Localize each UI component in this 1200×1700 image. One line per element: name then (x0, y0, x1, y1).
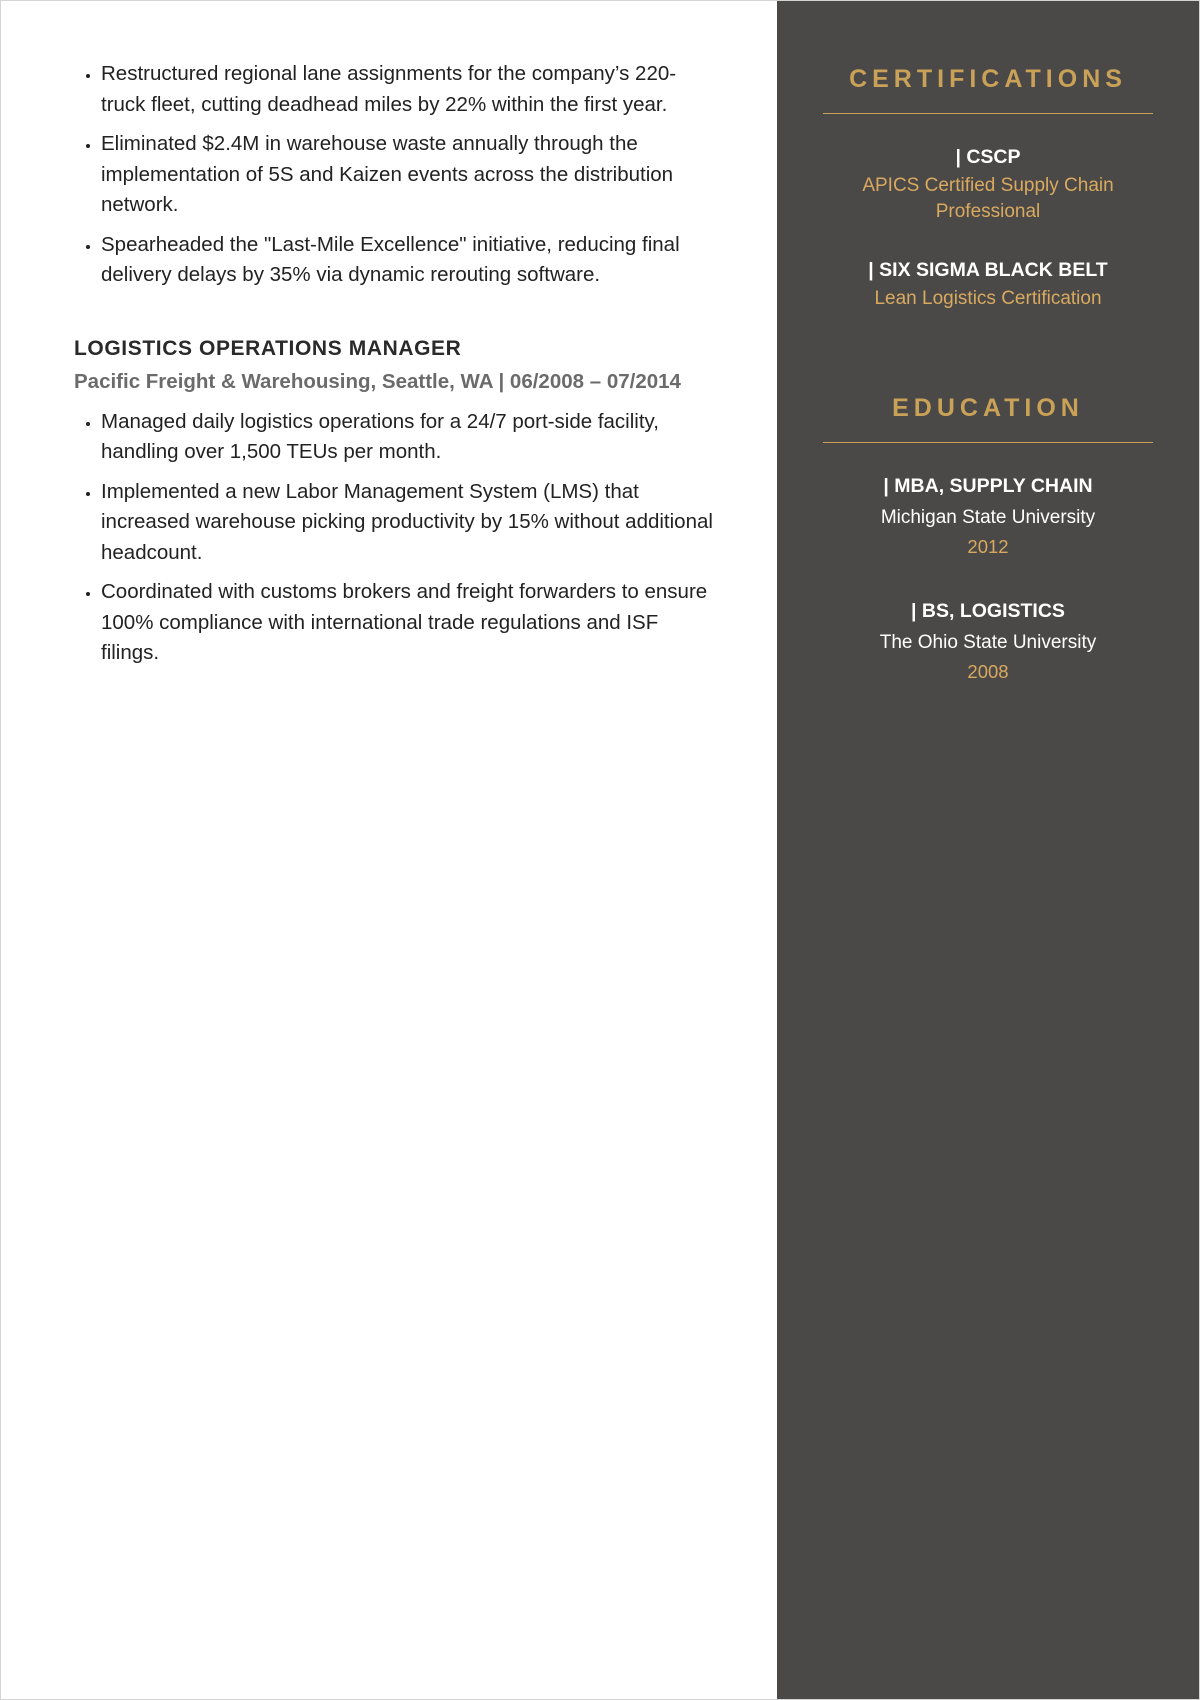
job-entry (74, 337, 717, 669)
certification-description: APICS Certified Supply Chain Professional (862, 175, 1114, 222)
certification-item (823, 257, 1153, 312)
education-degree: | BS, LOGISTICS (911, 600, 1065, 622)
education-degree: | MBA, SUPPLY CHAIN (883, 475, 1093, 497)
section-divider (823, 442, 1153, 443)
list-item: • Eliminated $2.4M in warehouse waste annually through the implementation of 5S and Kaizen events across the distribution network. (101, 129, 717, 221)
main-column (1, 1, 777, 1699)
job-bullets (74, 407, 717, 669)
education-section (823, 392, 1153, 685)
job-title: LOGISTICS OPERATIONS MANAGER (74, 336, 462, 360)
certifications-section (823, 63, 1153, 312)
certifications-heading: CERTIFICATIONS (849, 65, 1127, 93)
previous-job-bullets (74, 59, 717, 291)
list-item: • Spearheaded the "Last-Mile Excellence" initiative, reducing final delivery delays by 35% via dynamic rerouting software. (101, 230, 717, 291)
sidebar (777, 1, 1199, 1699)
education-school: Michigan State University (880, 507, 1096, 528)
education-heading: EDUCATION (892, 394, 1084, 422)
certification-name: | SIX SIGMA BLACK BELT (868, 259, 1108, 281)
education-item (823, 598, 1153, 685)
list-item: • Restructured regional lane assignments for the company’s 220-truck fleet, cutting deadhead miles by 22% within the first year. (101, 59, 717, 120)
certification-name: | CSCP (955, 146, 1021, 168)
education-item (823, 473, 1153, 560)
list-item: • Implemented a new Labor Management System (LMS) that increased warehouse picking productivity by 15% without additional headcount. (101, 477, 717, 569)
list-item: • Coordinated with customs brokers and freight forwarders to ensure 100% compliance with international trade regulations and ISF filings. (101, 577, 717, 669)
certification-item (823, 144, 1153, 225)
certification-description: Lean Logistics Certification (874, 288, 1102, 309)
education-school: The Ohio State University (879, 632, 1097, 653)
section-divider (823, 113, 1153, 114)
education-year: 2012 (967, 536, 1009, 557)
job-meta: Pacific Freight & Warehousing, Seattle, WA | 06/2008 – 07/2014 (74, 369, 681, 393)
list-item: • Managed daily logistics operations for a 24/7 port-side facility, handling over 1,500 TEUs per month. (101, 407, 717, 468)
education-year: 2008 (967, 661, 1009, 682)
